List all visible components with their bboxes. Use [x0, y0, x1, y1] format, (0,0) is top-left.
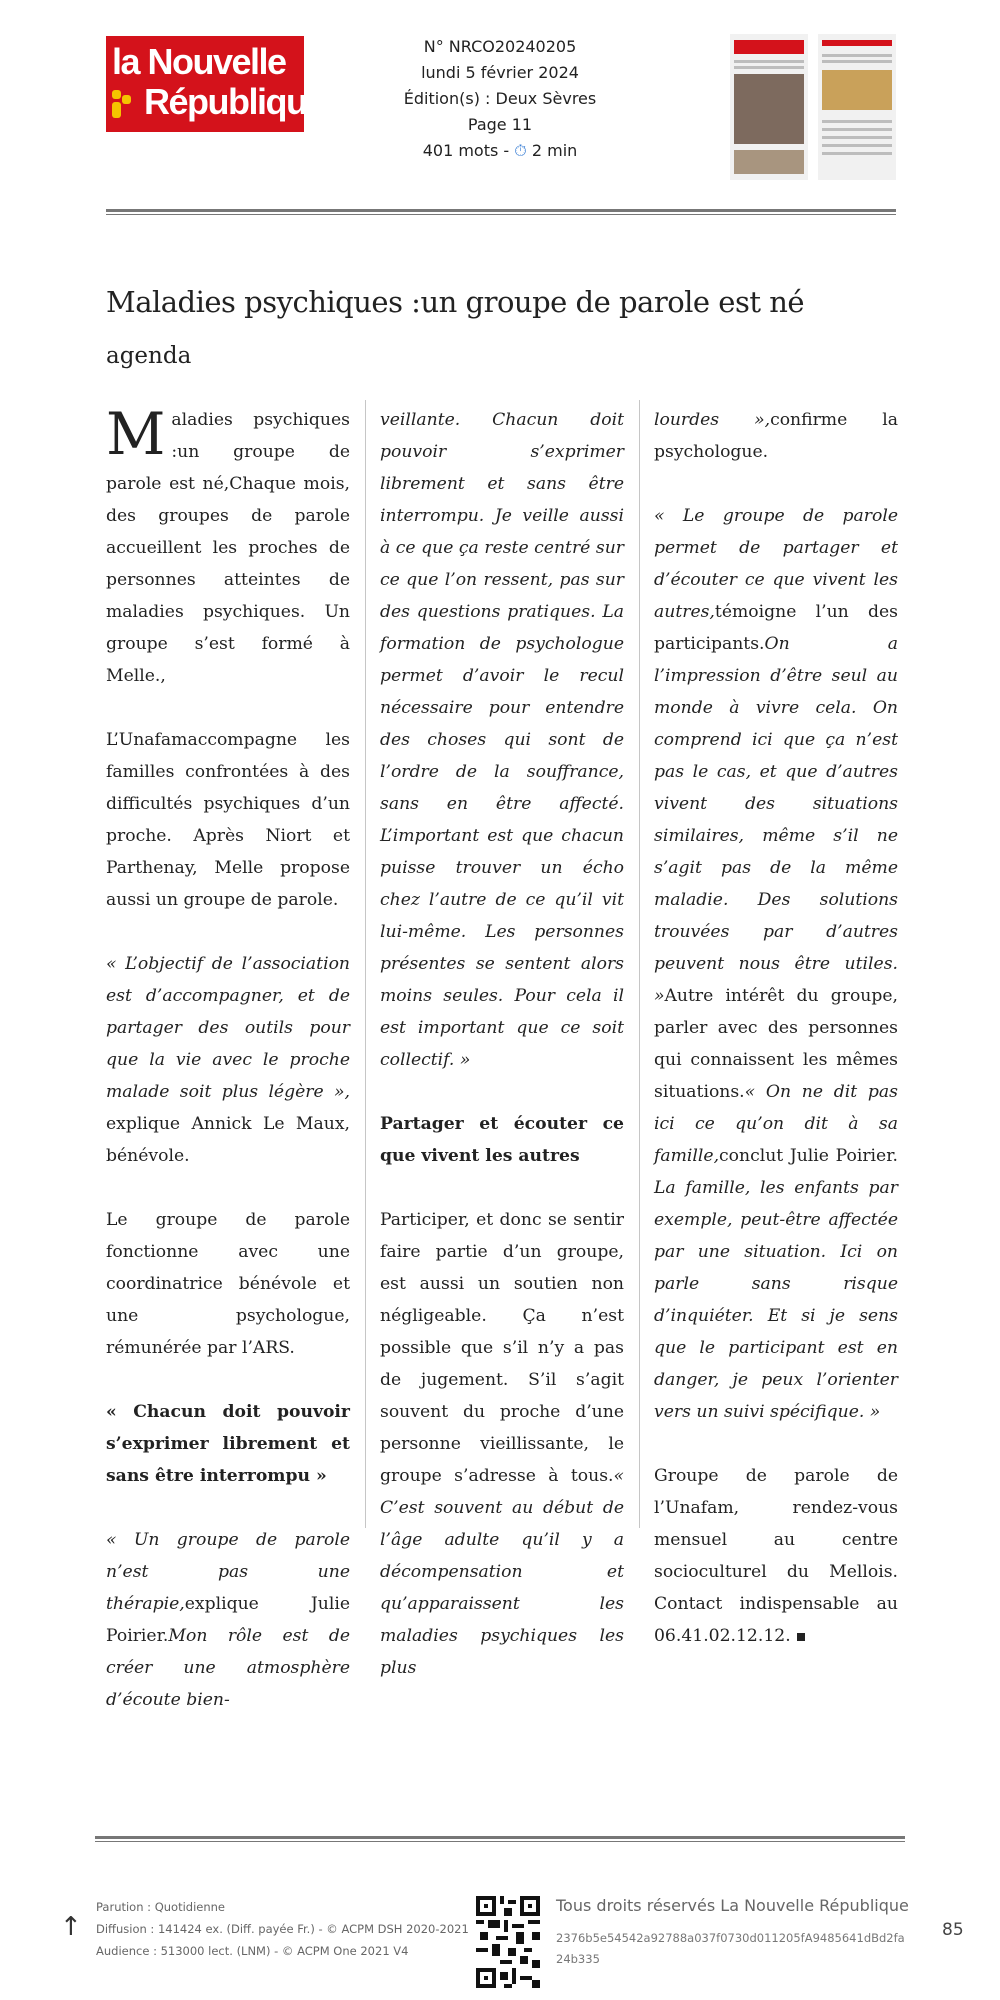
header-divider-thin [106, 214, 896, 215]
word-count: 401 mots - [422, 141, 515, 160]
paragraph-text: Participer, et donc se sentir faire partie d’un groupe, est aussi un soutien non négligeable. Ça n’est possible que s’il n’y a pas de jugement. S’il s’agit souvent du proche d’une personne vieillissante, le groupe s’adresse à tous. [380, 1210, 624, 1486]
dropcap: M [106, 400, 166, 468]
document-hash: 2376b5e54542a92788a037f0730d011205fA9485641dBd2fa24b335 [556, 1931, 905, 1966]
article-date: lundi 5 février 2024 [421, 63, 579, 82]
quote: lourdes », [654, 410, 771, 430]
quote: On a l’impression d’être seul au monde à vivre cela. On comprend ici que ça n’est pas le cas, et que d’autres vivent des situations similaires, même s’il ne s’agit pas de la même maladie. Des solutions trouvées par d’autres peuvent nous être utiles. » [654, 634, 898, 1006]
paragraph-text: conclut Julie Poirier. [719, 1146, 898, 1166]
article-page-thumbnail[interactable] [818, 34, 896, 180]
paragraph: Le groupe de parole fonctionne avec une coordinatrice bénévole et une psychologue, rémunérée par l’ARS. [106, 1210, 350, 1358]
clock-icon: ⏱ [514, 141, 527, 160]
quote: « On ne dit pas ici ce qu’on dit à sa famille, [654, 1082, 898, 1166]
publication-info [96, 1896, 469, 1962]
section-heading: « Chacun doit pouvoir s’exprimer librement et sans être interrompu » [106, 1402, 350, 1486]
article-ref: N° NRCO20240205 [423, 37, 577, 56]
article-column-3 [654, 404, 898, 1652]
quote: La famille, les enfants par exemple, peut-être affectée par une situation. Ici on parle sans risque d’inquiéter. Et si je sens que le participant est en danger, je peux l’orienter vers un suivi spécifique. » [654, 1178, 898, 1422]
quote: « L’objectif de l’association est d’accompagner, et de partager des outils pour que la vie avec le proche malade soit plus légère », [106, 954, 350, 1102]
column-divider [365, 400, 366, 1528]
newspaper-logo [106, 36, 325, 132]
page-thumbnails [730, 34, 898, 180]
paragraph: L’Unafamaccompagne les familles confrontées à des difficultés psychiques d’un proche. Après Niort et Parthenay, Melle propose aussi un groupe de parole. [106, 730, 350, 910]
footer-divider-thin [95, 1841, 905, 1842]
qr-code-icon[interactable] [476, 1896, 540, 1988]
paragraph-text: témoigne l’un des participants. [654, 602, 898, 654]
page-number: 85 [942, 1920, 964, 1940]
article-column-2 [380, 404, 624, 1684]
copyright-notice: Tous droits réservés La Nouvelle République [556, 1896, 909, 1915]
column-divider [639, 400, 640, 1528]
diffusion: Diffusion : 141424 ex. (Diff. payée Fr.) - © ACPM DSH 2020-2021 [96, 1922, 469, 1936]
article-rubric: agenda [106, 343, 192, 369]
article-edition: Édition(s) : Deux Sèvres [403, 89, 597, 108]
end-of-article-icon [797, 1633, 805, 1641]
paragraph-text: Autre intérêt du groupe, parler avec des personnes qui connaissent les mêmes situations. [654, 986, 898, 1102]
footer-divider [95, 1836, 905, 1839]
article-meta [380, 34, 620, 164]
logo-line2: République [144, 81, 325, 122]
paragraph-text: explique Annick Le Maux, bénévole. [106, 1114, 350, 1166]
quote: « Le groupe de parole permet de partager et d’écouter ce que vivent les autres, [654, 506, 898, 622]
quote: « Un groupe de parole n’est pas une thérapie, [106, 1530, 350, 1614]
audience: Audience : 513000 lect. (LNM) - © ACPM One 2021 V4 [96, 1944, 409, 1958]
paragraph-text: confirme la psychologue. [654, 410, 898, 462]
article-length [380, 138, 620, 164]
article-page: Page 11 [467, 115, 533, 134]
paragraph-text: explique Julie Poirier. [106, 1594, 350, 1646]
paragraph-text: Groupe de parole de l’Unafam, rendez-vous mensuel au centre socioculturel du Mellois. Contact indispensable au 06.41.02.12.12. [654, 1466, 898, 1646]
header-divider [106, 209, 896, 212]
quote: « C’est souvent au début de l’âge adulte qu’il y a décompensation et qu’apparaissent les maladies psychiques les plus [380, 1466, 624, 1678]
article-title: Maladies psychiques :un groupe de parole est né [106, 285, 805, 319]
paragraph: aladies psychiques :un groupe de parole est né,Chaque mois, des groupes de parole accueillent les proches de personnes atteintes de maladies psychiques. Un groupe s’est formé à Melle., [106, 410, 350, 686]
parution: Parution : Quotidienne [96, 1900, 225, 1914]
section-heading: Partager et écouter ce que vivent les autres [380, 1114, 624, 1166]
back-to-top-arrow-icon[interactable]: ↑ [60, 1912, 82, 1942]
read-time: 2 min [531, 141, 578, 160]
article-column-1 [106, 400, 350, 1716]
quote: Mon rôle est de créer une atmosphère d’écoute bien- [106, 1626, 350, 1710]
front-page-thumbnail[interactable] [730, 34, 808, 180]
quote: veillante. Chacun doit pouvoir s’exprimer librement et sans être interrompu. Je veille aussi à ce que ça reste centré sur ce que l’on ressent, pas sur des questions pratiques. La formation de psychologue permet d’avoir le recul nécessaire pour entendre des choses qui sont de l’ordre de la souffrance, sans en être affecté. L’important est que chacun puisse trouver un écho chez l’autre de ce qu’il vit lui-même. Les personnes présentes se sentent alors moins seules. Pour cela il est important que ce soit collectif. » [380, 410, 624, 1070]
logo-mark-icon [112, 90, 132, 120]
logo-line1: la Nouvelle [112, 41, 286, 82]
